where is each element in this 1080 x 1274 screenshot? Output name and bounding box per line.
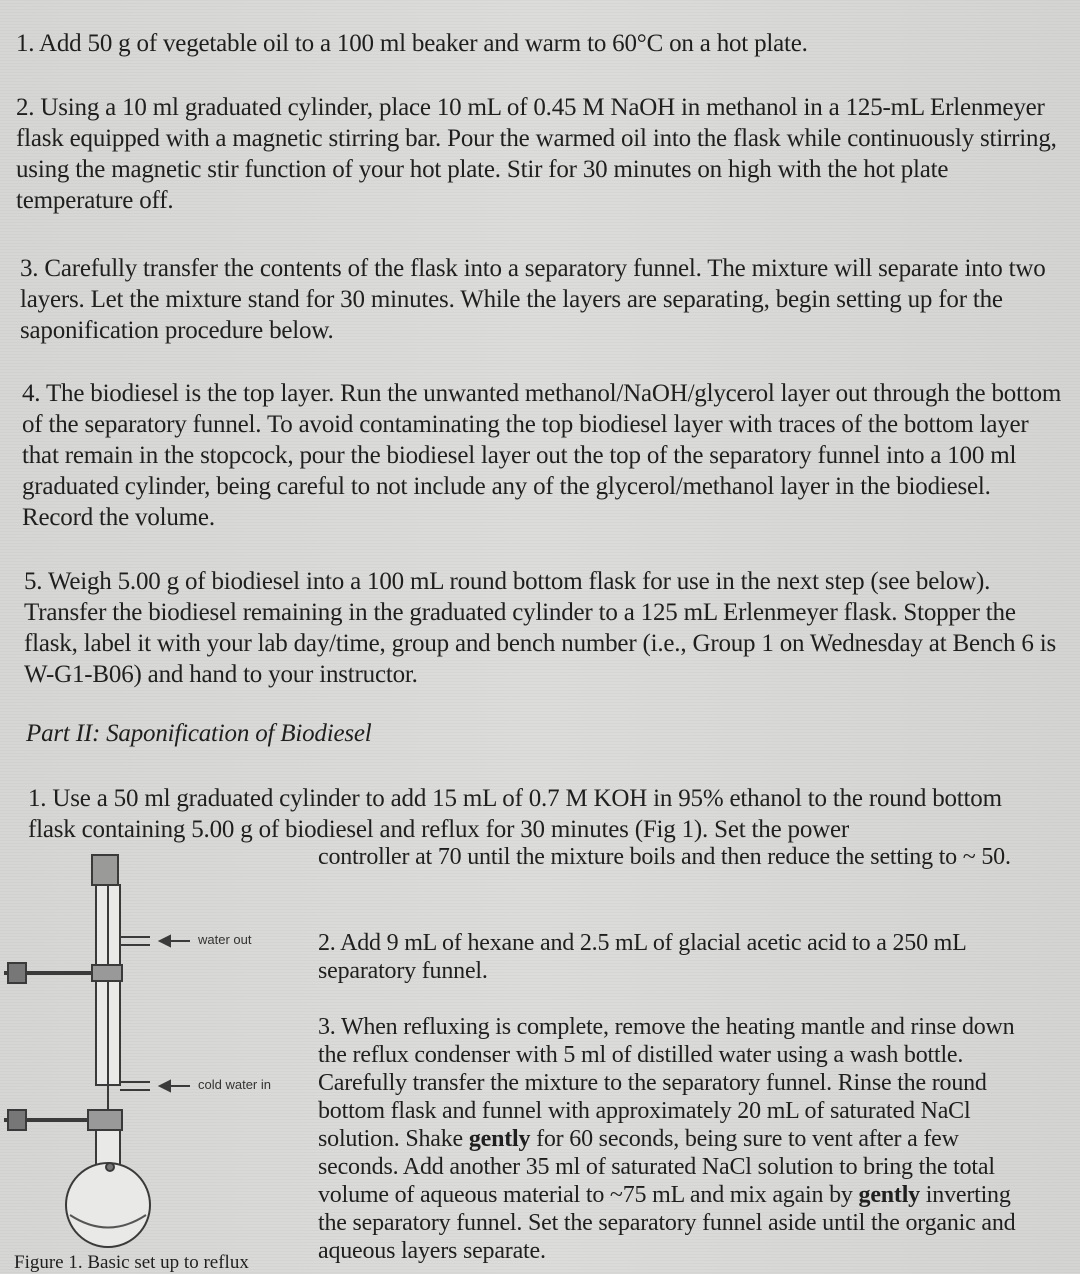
part1-step4: 4. The biodiesel is the top layer. Run the unwanted methanol/NaOH/glycerol layer out through the bottom of the separatory funnel. To avoid contaminating the top biodiesel layer with traces of the bottom layer that remain in the stopcock, pour the biodiesel layer out the top of the separatory funnel into a 100 ml graduated cylinder, being careful to not include any of the glycerol/methanol layer in the biodiesel. Record the volume. — [22, 380, 1062, 531]
part2-step1-b: controller at 70 until the mixture boils and then reduce the setting to ~ 50. — [318, 844, 1011, 870]
part2-step3 — [318, 1013, 1038, 1265]
part2-step3-text-c: inverting the separatory funnel. Set the separatory funnel aside until the organic and aqueous layers separate. — [318, 1182, 1016, 1264]
part2-step3-text-a: 3. When refluxing is complete, remove the heating mantle and rinse down the reflux condenser with 5 ml of distilled water using a wash bottle. Carefully transfer the mixture to the separatory funnel. Rinse the round bottom flask and funnel with approximately 20 mL of saturated NaCl solution. Shake — [318, 1014, 1015, 1152]
part1-step3: 3. Carefully transfer the contents of the flask into a separatory funnel. The mixture will separate into two layers. Let the mixture stand for 30 minutes. While the layers are separating, begin setting up for the saponification procedure below. — [20, 255, 1046, 344]
part1-step5: 5. Weigh 5.00 g of biodiesel into a 100 mL round bottom flask for use in the next step (see below). Transfer the biodiesel remaining in the graduated cylinder to a 125 mL Erlenmeyer flask. Stopper the flask, label it with your lab day/time, group and bench number (i.e., Group 1 on Wednesday at Bench 6 is W-G1-B06) and hand to your instructor. — [24, 568, 1057, 688]
reflux-apparatus-diagram — [0, 845, 300, 1255]
reflux-figure — [0, 845, 300, 1273]
label-cold-water-in: cold water in — [198, 1077, 271, 1092]
part1-step2: 2. Using a 10 ml graduated cylinder, place 10 mL of 0.45 M NaOH in methanol in a 125-mL Erlenmeyer flask equipped with a magnetic stirring bar. Pour the warmed oil into the flask while continuously stirring, using the magnetic stir function of your hot plate. Stir for 30 minutes on high with the hot plate temperature off. — [16, 94, 1057, 214]
emphasis-gently-2: gently — [858, 1182, 920, 1208]
part2-heading: Part II: Saponification of Biodiesel — [26, 720, 372, 747]
condenser-stopper — [92, 855, 118, 885]
part2-step1-a: 1. Use a 50 ml graduated cylinder to add 15 mL of 0.7 M KOH in 95% ethanol to the round bottom flask containing 5.00 g of biodiesel and reflux for 30 minutes (Fig 1). Set the power — [28, 785, 1002, 843]
round-bottom-flask — [66, 1163, 150, 1247]
emphasis-gently-1: gently — [468, 1126, 531, 1152]
part2-step3-text-b: for 60 seconds, being sure to vent after a few seconds. Add another 35 ml of saturated NaCl solution to bring the total volume of aqueous material to ~75 mL and mix again by — [318, 1126, 995, 1208]
figure-caption: Figure 1. Basic set up to reflux — [14, 1252, 249, 1273]
part2-step2: 2. Add 9 mL of hexane and 2.5 mL of glacial acetic acid to a 250 mL separatory funnel. — [318, 930, 966, 984]
part1-step1: 1. Add 50 g of vegetable oil to a 100 ml beaker and warm to 60°C on a hot plate. — [16, 30, 808, 57]
label-water-out: water out — [198, 932, 252, 947]
